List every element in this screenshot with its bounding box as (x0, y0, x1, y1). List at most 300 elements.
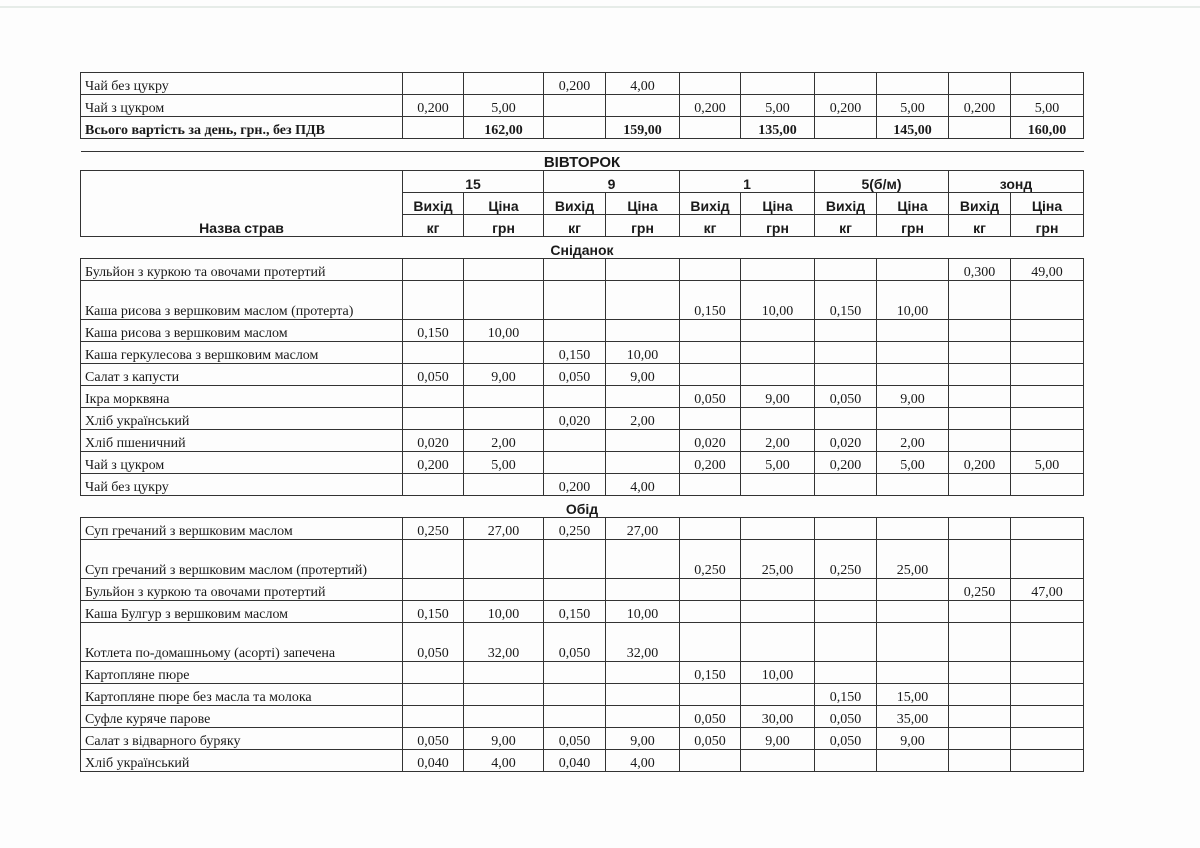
price-cell (741, 73, 815, 95)
price-cell: 4,00 (606, 474, 680, 496)
price-cell (606, 540, 680, 579)
price-cell (741, 364, 815, 386)
table-row (81, 601, 1084, 623)
price-cell: 10,00 (464, 601, 544, 623)
yield-cell: 0,200 (815, 452, 877, 474)
yield-cell: 0,050 (403, 364, 464, 386)
yield-cell (403, 662, 464, 684)
table-row (81, 364, 1084, 386)
column-header: Вихід (949, 193, 1011, 215)
yield-cell (949, 342, 1011, 364)
yield-cell: 0,150 (680, 281, 741, 320)
price-cell: 145,00 (877, 117, 949, 139)
column-header: Вихід (680, 193, 741, 215)
price-cell: 25,00 (741, 540, 815, 579)
yield-cell (680, 579, 741, 601)
yield-cell: 0,200 (403, 452, 464, 474)
dish-name: Суп гречаний з вершковим маслом (протертий) (81, 540, 403, 579)
yield-cell (403, 386, 464, 408)
price-cell: 9,00 (606, 728, 680, 750)
price-cell (464, 386, 544, 408)
dish-name: Суп гречаний з вершковим маслом (81, 518, 403, 540)
dish-name: Каша Булгур з вершковим маслом (81, 601, 403, 623)
price-cell (464, 684, 544, 706)
yield-cell: 0,200 (544, 73, 606, 95)
yield-cell (403, 540, 464, 579)
yield-cell (949, 750, 1011, 772)
yield-cell: 0,250 (949, 579, 1011, 601)
yield-cell (680, 684, 741, 706)
table-row (81, 684, 1084, 706)
price-cell: 159,00 (606, 117, 680, 139)
scan-edge-line (0, 6, 1200, 8)
yield-cell: 0,150 (403, 320, 464, 342)
price-cell: 9,00 (606, 364, 680, 386)
yield-cell (949, 728, 1011, 750)
price-cell (877, 73, 949, 95)
table-row (81, 540, 1084, 579)
yield-cell: 0,200 (680, 452, 741, 474)
table-row (81, 320, 1084, 342)
yield-cell: 0,050 (680, 706, 741, 728)
yield-cell (949, 320, 1011, 342)
yield-cell (949, 364, 1011, 386)
price-cell: 5,00 (741, 95, 815, 117)
yield-cell (949, 684, 1011, 706)
yield-cell (680, 474, 741, 496)
table-row (81, 750, 1084, 772)
price-cell (606, 684, 680, 706)
section-title: Обід (81, 496, 1084, 518)
table-row (81, 408, 1084, 430)
column-header: Ціна (1011, 193, 1084, 215)
yield-cell (815, 474, 877, 496)
price-cell: 47,00 (1011, 579, 1084, 601)
column-unit: кг (680, 215, 741, 237)
yield-cell (544, 386, 606, 408)
price-cell (877, 750, 949, 772)
price-cell: 27,00 (464, 518, 544, 540)
total-row (81, 117, 1084, 139)
price-cell (741, 259, 815, 281)
column-unit: грн (464, 215, 544, 237)
price-cell (464, 662, 544, 684)
yield-cell: 0,020 (815, 430, 877, 452)
price-cell (877, 364, 949, 386)
price-cell (877, 342, 949, 364)
yield-cell (949, 623, 1011, 662)
header-group-row (81, 171, 1084, 193)
yield-cell (949, 474, 1011, 496)
price-cell (877, 623, 949, 662)
yield-cell (403, 706, 464, 728)
price-cell (1011, 430, 1084, 452)
yield-cell (815, 601, 877, 623)
yield-cell: 0,200 (949, 452, 1011, 474)
price-cell: 10,00 (741, 662, 815, 684)
yield-cell (544, 281, 606, 320)
yield-cell (544, 259, 606, 281)
price-cell (464, 342, 544, 364)
table-row (81, 342, 1084, 364)
price-cell: 2,00 (741, 430, 815, 452)
price-cell (606, 386, 680, 408)
price-cell (464, 474, 544, 496)
yield-cell (815, 320, 877, 342)
price-cell: 2,00 (877, 430, 949, 452)
price-cell (606, 281, 680, 320)
table-row (81, 259, 1084, 281)
price-cell: 15,00 (877, 684, 949, 706)
yield-cell: 0,150 (544, 342, 606, 364)
yield-cell (544, 662, 606, 684)
dish-name: Котлета по-домашньому (асорті) запечена (81, 623, 403, 662)
dish-name: Хліб український (81, 408, 403, 430)
dish-name: Картопляне пюре без масла та молока (81, 684, 403, 706)
table-row (81, 662, 1084, 684)
table-row (81, 430, 1084, 452)
column-unit: кг (949, 215, 1011, 237)
column-header: Вихід (403, 193, 464, 215)
dish-name: Бульйон з куркою та овочами протертий (81, 579, 403, 601)
price-cell: 9,00 (741, 386, 815, 408)
dish-name: Суфле куряче парове (81, 706, 403, 728)
price-cell (741, 601, 815, 623)
yield-cell (544, 95, 606, 117)
price-cell (464, 408, 544, 430)
column-header-name: Назва страв (81, 171, 403, 237)
price-cell (1011, 386, 1084, 408)
yield-cell (815, 342, 877, 364)
price-cell: 4,00 (606, 73, 680, 95)
price-cell (1011, 540, 1084, 579)
yield-cell: 0,050 (544, 728, 606, 750)
price-cell (741, 320, 815, 342)
yield-cell: 0,050 (544, 623, 606, 662)
price-cell: 2,00 (606, 408, 680, 430)
price-cell: 5,00 (877, 452, 949, 474)
price-cell (1011, 706, 1084, 728)
yield-cell: 0,150 (815, 684, 877, 706)
price-cell (877, 518, 949, 540)
yield-cell: 0,020 (680, 430, 741, 452)
price-cell: 5,00 (741, 452, 815, 474)
price-cell: 32,00 (606, 623, 680, 662)
price-cell (464, 73, 544, 95)
yield-cell (949, 518, 1011, 540)
price-cell: 160,00 (1011, 117, 1084, 139)
price-cell: 10,00 (606, 342, 680, 364)
column-header: Вихід (544, 193, 606, 215)
table-row (81, 73, 1084, 95)
column-unit: грн (741, 215, 815, 237)
column-header: Вихід (815, 193, 877, 215)
price-cell: 5,00 (464, 95, 544, 117)
price-cell: 49,00 (1011, 259, 1084, 281)
price-cell: 9,00 (877, 728, 949, 750)
price-cell: 35,00 (877, 706, 949, 728)
dish-name: Каша рисова з вершковим маслом (81, 320, 403, 342)
yield-cell: 0,050 (680, 728, 741, 750)
yield-cell (680, 750, 741, 772)
price-cell (1011, 728, 1084, 750)
column-group-header: 5(б/м) (815, 171, 949, 193)
price-cell (464, 706, 544, 728)
price-cell (606, 95, 680, 117)
yield-cell (403, 474, 464, 496)
table-row (81, 706, 1084, 728)
price-cell (1011, 281, 1084, 320)
column-unit: кг (815, 215, 877, 237)
yield-cell (544, 540, 606, 579)
price-cell: 5,00 (1011, 452, 1084, 474)
yield-cell (680, 623, 741, 662)
yield-cell: 0,050 (680, 386, 741, 408)
yield-cell (544, 684, 606, 706)
dish-name: Каша рисова з вершковим маслом (протерта) (81, 281, 403, 320)
table-row (81, 386, 1084, 408)
price-cell (606, 259, 680, 281)
price-cell: 4,00 (464, 750, 544, 772)
yield-cell: 0,200 (544, 474, 606, 496)
column-group-header: зонд (949, 171, 1084, 193)
yield-cell: 0,050 (815, 706, 877, 728)
price-cell: 5,00 (877, 95, 949, 117)
yield-cell (949, 706, 1011, 728)
price-cell (606, 452, 680, 474)
price-cell (606, 706, 680, 728)
price-cell (741, 579, 815, 601)
yield-cell: 0,040 (403, 750, 464, 772)
table-row (81, 728, 1084, 750)
menu-table (80, 72, 1084, 772)
price-cell (464, 540, 544, 579)
price-cell (464, 579, 544, 601)
dish-name: Ікра морквяна (81, 386, 403, 408)
price-cell (1011, 601, 1084, 623)
price-cell: 32,00 (464, 623, 544, 662)
dish-name: Всього вартість за день, грн., без ПДВ (81, 117, 403, 139)
price-cell (464, 281, 544, 320)
column-unit: грн (1011, 215, 1084, 237)
yield-cell: 0,050 (815, 728, 877, 750)
yield-cell: 0,200 (949, 95, 1011, 117)
price-cell (606, 579, 680, 601)
yield-cell (680, 117, 741, 139)
yield-cell (544, 430, 606, 452)
price-cell: 9,00 (464, 728, 544, 750)
yield-cell (815, 579, 877, 601)
price-cell (877, 259, 949, 281)
column-group-header: 1 (680, 171, 815, 193)
yield-cell (949, 430, 1011, 452)
price-cell: 4,00 (606, 750, 680, 772)
price-cell (877, 601, 949, 623)
yield-cell (403, 342, 464, 364)
column-unit: грн (877, 215, 949, 237)
spacer-row (81, 139, 1084, 152)
column-header: Ціна (877, 193, 949, 215)
price-cell (1011, 518, 1084, 540)
column-unit: кг (403, 215, 464, 237)
table-row (81, 452, 1084, 474)
dish-name: Чай без цукру (81, 474, 403, 496)
spacer-cell (81, 139, 1084, 152)
yield-cell (680, 342, 741, 364)
yield-cell: 0,200 (815, 95, 877, 117)
section-title-row (81, 237, 1084, 259)
price-cell: 10,00 (606, 601, 680, 623)
price-cell (1011, 684, 1084, 706)
price-cell: 9,00 (464, 364, 544, 386)
yield-cell (815, 408, 877, 430)
price-cell (606, 662, 680, 684)
price-cell (741, 342, 815, 364)
price-cell: 10,00 (877, 281, 949, 320)
yield-cell (949, 73, 1011, 95)
dish-name: Каша геркулесова з вершковим маслом (81, 342, 403, 364)
yield-cell (815, 73, 877, 95)
yield-cell (949, 601, 1011, 623)
price-cell: 27,00 (606, 518, 680, 540)
yield-cell (544, 452, 606, 474)
price-cell: 162,00 (464, 117, 544, 139)
price-cell: 9,00 (741, 728, 815, 750)
dish-name: Чай з цукром (81, 95, 403, 117)
dish-name: Хліб український (81, 750, 403, 772)
yield-cell: 0,020 (403, 430, 464, 452)
yield-cell: 0,300 (949, 259, 1011, 281)
yield-cell (403, 408, 464, 430)
table-row (81, 518, 1084, 540)
column-header: Ціна (606, 193, 680, 215)
yield-cell (544, 706, 606, 728)
table-row (81, 579, 1084, 601)
yield-cell (815, 662, 877, 684)
yield-cell: 0,050 (403, 728, 464, 750)
price-cell (741, 408, 815, 430)
yield-cell: 0,250 (403, 518, 464, 540)
dish-name: Чай без цукру (81, 73, 403, 95)
price-cell: 2,00 (464, 430, 544, 452)
dish-name: Картопляне пюре (81, 662, 403, 684)
yield-cell (815, 518, 877, 540)
yield-cell (949, 540, 1011, 579)
yield-cell (680, 320, 741, 342)
price-cell (1011, 662, 1084, 684)
yield-cell: 0,150 (403, 601, 464, 623)
table-row (81, 95, 1084, 117)
yield-cell: 0,200 (680, 95, 741, 117)
yield-cell (403, 259, 464, 281)
yield-cell (680, 601, 741, 623)
yield-cell: 0,250 (680, 540, 741, 579)
yield-cell (403, 281, 464, 320)
yield-cell (403, 579, 464, 601)
yield-cell (544, 320, 606, 342)
yield-cell: 0,250 (544, 518, 606, 540)
yield-cell: 0,050 (544, 364, 606, 386)
day-title-row (81, 152, 1084, 171)
dish-name: Хліб пшеничний (81, 430, 403, 452)
yield-cell: 0,050 (815, 386, 877, 408)
yield-cell (949, 408, 1011, 430)
price-cell: 25,00 (877, 540, 949, 579)
yield-cell (815, 750, 877, 772)
yield-cell (680, 518, 741, 540)
dish-name: Чай з цукром (81, 452, 403, 474)
table-row (81, 623, 1084, 662)
price-cell: 5,00 (464, 452, 544, 474)
yield-cell (680, 73, 741, 95)
price-cell: 9,00 (877, 386, 949, 408)
yield-cell: 0,020 (544, 408, 606, 430)
yield-cell: 0,200 (403, 95, 464, 117)
column-group-header: 15 (403, 171, 544, 193)
yield-cell (544, 579, 606, 601)
yield-cell (544, 117, 606, 139)
column-header: Ціна (464, 193, 544, 215)
price-cell (606, 430, 680, 452)
yield-cell (680, 364, 741, 386)
yield-cell (815, 364, 877, 386)
yield-cell (949, 662, 1011, 684)
section-title-row (81, 496, 1084, 518)
dish-name: Бульйон з куркою та овочами протертий (81, 259, 403, 281)
price-cell (877, 408, 949, 430)
dish-name: Салат з капусти (81, 364, 403, 386)
price-cell (1011, 320, 1084, 342)
yield-cell (949, 281, 1011, 320)
price-cell (606, 320, 680, 342)
yield-cell (680, 259, 741, 281)
yield-cell (403, 684, 464, 706)
column-unit: кг (544, 215, 606, 237)
day-title: ВІВТОРОК (81, 152, 1084, 171)
dish-name: Салат з відварного буряку (81, 728, 403, 750)
price-cell (1011, 474, 1084, 496)
yield-cell (949, 117, 1011, 139)
price-cell: 5,00 (1011, 95, 1084, 117)
price-cell (1011, 750, 1084, 772)
yield-cell (680, 408, 741, 430)
price-cell (1011, 342, 1084, 364)
price-cell: 30,00 (741, 706, 815, 728)
price-cell (741, 474, 815, 496)
yield-cell: 0,050 (403, 623, 464, 662)
price-cell (741, 750, 815, 772)
price-cell (741, 623, 815, 662)
price-cell (1011, 73, 1084, 95)
price-cell (741, 684, 815, 706)
yield-cell (403, 73, 464, 95)
yield-cell: 0,150 (680, 662, 741, 684)
price-cell: 10,00 (464, 320, 544, 342)
price-cell (877, 579, 949, 601)
price-cell (1011, 364, 1084, 386)
table-row (81, 281, 1084, 320)
column-group-header: 9 (544, 171, 680, 193)
column-header: Ціна (741, 193, 815, 215)
price-cell (741, 518, 815, 540)
price-cell (877, 320, 949, 342)
yield-cell: 0,250 (815, 540, 877, 579)
price-cell: 10,00 (741, 281, 815, 320)
price-cell: 135,00 (741, 117, 815, 139)
yield-cell (949, 386, 1011, 408)
yield-cell: 0,150 (815, 281, 877, 320)
column-unit: грн (606, 215, 680, 237)
